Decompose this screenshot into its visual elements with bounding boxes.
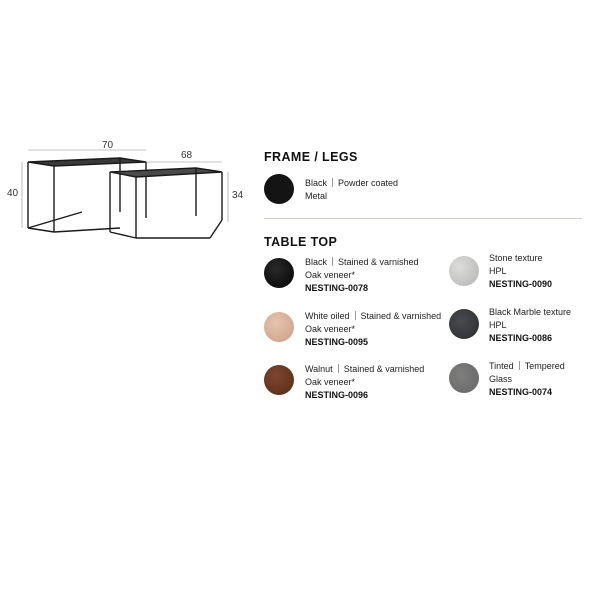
- large-table: [28, 158, 146, 232]
- swatch-material: Oak veneer*: [305, 270, 356, 280]
- swatch-code: NESTING-0074: [489, 387, 553, 397]
- swatch-desc: Powder coated: [338, 178, 399, 188]
- swatch-name: Black: [305, 178, 328, 188]
- swatch-code: NESTING-0090: [489, 279, 553, 289]
- dim-label-small-height: 34: [232, 190, 244, 201]
- swatch-material: Metal: [305, 191, 328, 201]
- tabletop-tinted-glass-swatch[interactable]: [449, 363, 479, 393]
- frame-legs-heading: FRAME / LEGS: [264, 150, 358, 164]
- swatch-material: Glass: [489, 374, 513, 384]
- tabletop-black-oak-swatch[interactable]: [264, 258, 294, 288]
- swatch-code: NESTING-0096: [305, 390, 369, 400]
- swatch-material: HPL: [489, 266, 507, 276]
- dim-label-large-width: 70: [102, 140, 114, 151]
- swatch-material: HPL: [489, 320, 507, 330]
- nesting-tables-drawing: [0, 120, 250, 250]
- tabletop-white-oiled-oak-info: [305, 310, 441, 349]
- small-table: [110, 168, 222, 238]
- tabletop-black-marble-info: [489, 306, 571, 345]
- swatch-code: NESTING-0086: [489, 333, 553, 343]
- swatch-desc: Stained & varnished: [343, 364, 425, 374]
- tabletop-walnut-info: [305, 363, 424, 402]
- tabletop-stone-texture-info: [489, 252, 552, 291]
- dim-label-small-width: 68: [181, 150, 193, 161]
- dim-label-large-height: 40: [7, 188, 19, 199]
- swatch-name: Stone texture: [489, 253, 543, 263]
- swatch-desc: Stained & varnished: [360, 311, 442, 321]
- swatch-material: Oak veneer*: [305, 324, 356, 334]
- swatch-desc: Tempered: [524, 361, 565, 371]
- frame-black-swatch[interactable]: [264, 174, 294, 204]
- tabletop-white-oiled-oak-swatch[interactable]: [264, 312, 294, 342]
- swatch-name: Black: [305, 257, 328, 267]
- swatch-name: Tinted: [489, 361, 514, 371]
- swatch-code: NESTING-0078: [305, 283, 369, 293]
- table-top-heading: TABLE TOP: [264, 235, 338, 249]
- swatch-name: Walnut: [305, 364, 333, 374]
- tabletop-tinted-glass-info: [489, 360, 565, 399]
- frame-black-info: [305, 177, 398, 203]
- tabletop-stone-texture-swatch[interactable]: [449, 256, 479, 286]
- swatch-material: Oak veneer*: [305, 377, 356, 387]
- swatch-desc: Stained & varnished: [338, 257, 419, 267]
- swatch-code: NESTING-0095: [305, 337, 369, 347]
- tabletop-black-oak-info: [305, 256, 419, 295]
- swatch-name: Black Marble texture: [489, 307, 572, 317]
- swatch-name: White oiled: [305, 311, 350, 321]
- tabletop-black-marble-swatch[interactable]: [449, 309, 479, 339]
- section-divider: [264, 218, 582, 219]
- tabletop-walnut-swatch[interactable]: [264, 365, 294, 395]
